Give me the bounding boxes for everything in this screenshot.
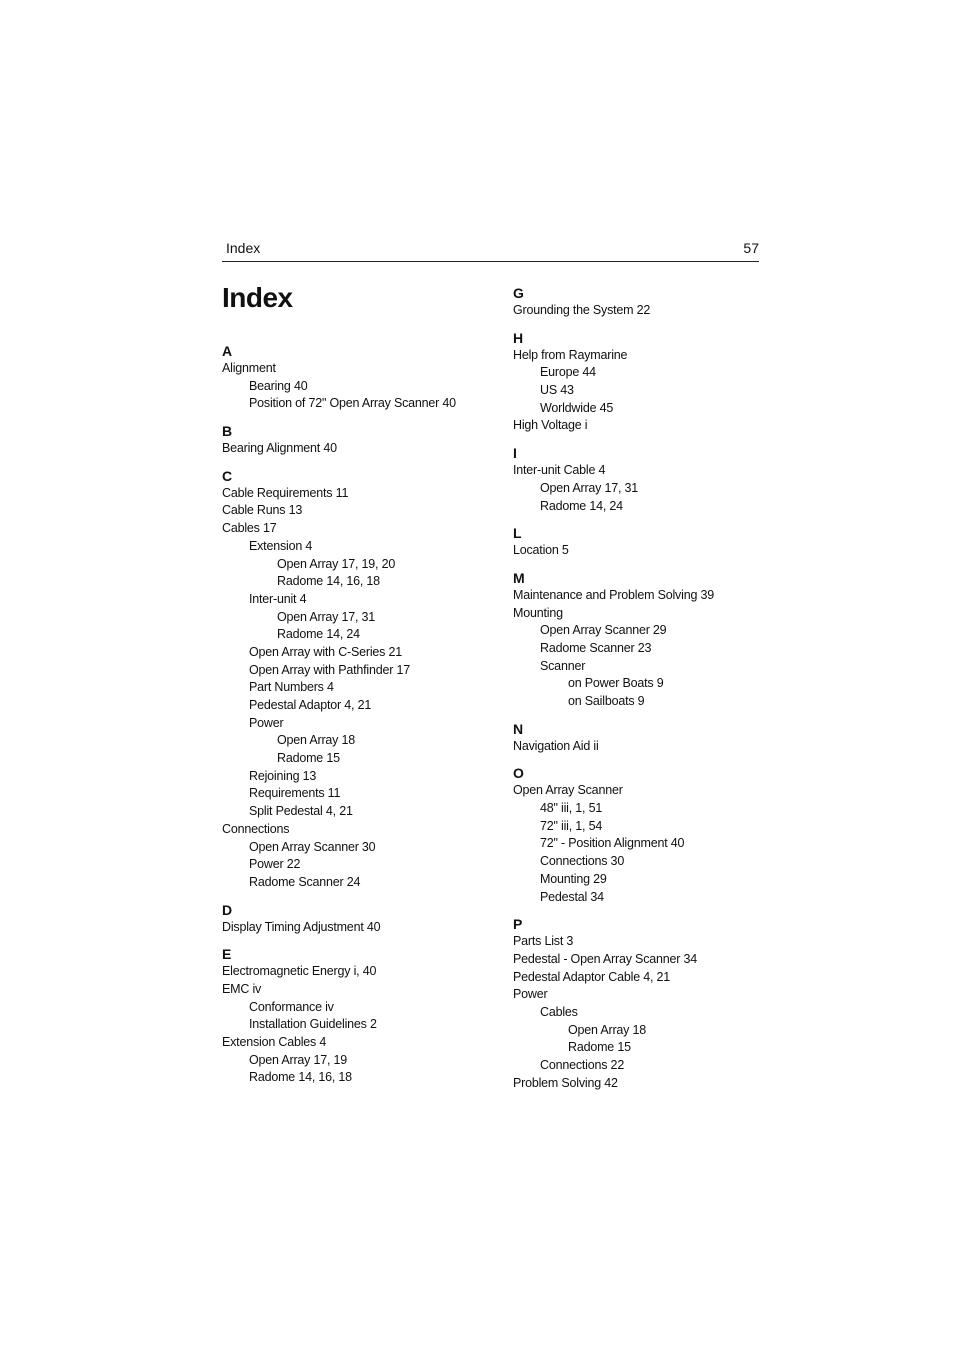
index-subentry: Open Array 18 bbox=[568, 1022, 647, 1037]
section-letter: L bbox=[513, 525, 522, 542]
index-subentry: Inter-unit 4 bbox=[249, 591, 307, 606]
index-section-c bbox=[222, 467, 482, 892]
index-entry: Parts List 3 bbox=[513, 934, 574, 949]
index-subentry: Split Pedestal 4, 21 bbox=[249, 804, 353, 819]
index-subentry: Radome 14, 24 bbox=[277, 627, 360, 642]
header-page-number: 57 bbox=[743, 240, 759, 256]
index-entry: Display Timing Adjustment 40 bbox=[222, 919, 381, 934]
header-rule bbox=[222, 261, 759, 262]
index-subentry: Cables bbox=[540, 1004, 578, 1019]
index-subentry: Extension 4 bbox=[249, 538, 313, 553]
index-section-p bbox=[513, 915, 773, 1092]
section-letter: P bbox=[513, 916, 523, 933]
index-entry: Cable Requirements 11 bbox=[222, 485, 349, 500]
index-subentry: Worldwide 45 bbox=[540, 400, 614, 415]
index-subentry: Requirements 11 bbox=[249, 786, 341, 801]
index-subentry: Installation Guidelines 2 bbox=[249, 1017, 377, 1032]
index-entry: Problem Solving 42 bbox=[513, 1075, 618, 1090]
index-subentry: 72" iii, 1, 54 bbox=[540, 818, 603, 833]
index-entry: Bearing Alignment 40 bbox=[222, 441, 337, 456]
index-subentry: Radome 14, 16, 18 bbox=[249, 1070, 352, 1085]
index-subentry: US 43 bbox=[540, 383, 574, 398]
index-subentry: Open Array with Pathfinder 17 bbox=[249, 662, 410, 677]
section-letter: D bbox=[222, 901, 233, 918]
index-subentry: Open Array 17, 19 bbox=[249, 1052, 348, 1067]
index-subentry: Open Array Scanner 30 bbox=[249, 839, 376, 854]
index-entry: Mounting bbox=[513, 605, 563, 620]
running-header bbox=[222, 238, 759, 260]
index-entry: Electromagnetic Energy i, 40 bbox=[222, 964, 377, 979]
index-section-l bbox=[513, 524, 773, 560]
index-column-left bbox=[222, 342, 482, 1096]
section-letter: I bbox=[513, 445, 517, 462]
index-subentry: Radome 14, 24 bbox=[540, 498, 623, 513]
index-section-e bbox=[222, 945, 482, 1087]
index-section-a bbox=[222, 342, 482, 413]
index-subentry: Bearing 40 bbox=[249, 378, 308, 393]
index-subentry: Radome 14, 16, 18 bbox=[277, 574, 380, 589]
index-subentry: Conformance iv bbox=[249, 999, 334, 1014]
index-subentry: Open Array 18 bbox=[277, 733, 356, 748]
index-subentry: Open Array 17, 19, 20 bbox=[277, 556, 396, 571]
index-subentry: Open Array Scanner 29 bbox=[540, 623, 667, 638]
index-subentry: Power 22 bbox=[249, 857, 301, 872]
section-letter: H bbox=[513, 329, 524, 346]
index-subentry: on Sailboats 9 bbox=[568, 694, 645, 708]
index-entry: Connections bbox=[222, 821, 290, 836]
index-subentry: Open Array with C-Series 21 bbox=[249, 644, 402, 659]
index-entry: Alignment bbox=[222, 361, 276, 375]
index-subentry: Europe 44 bbox=[540, 365, 596, 380]
section-letter: A bbox=[222, 343, 233, 359]
section-letter: E bbox=[222, 946, 232, 963]
index-subentry: Pedestal Adaptor 4, 21 bbox=[249, 698, 372, 712]
index-entry: Open Array Scanner bbox=[513, 783, 623, 798]
index-subentry: Rejoining 13 bbox=[249, 768, 317, 783]
index-entry: Pedestal - Open Array Scanner 34 bbox=[513, 951, 697, 966]
index-section-n bbox=[513, 720, 773, 756]
index-entry: Navigation Aid ii bbox=[513, 738, 599, 753]
index-section-i bbox=[513, 444, 773, 515]
index-section-g bbox=[513, 284, 773, 320]
index-subentry: Radome Scanner 24 bbox=[249, 874, 361, 889]
page-title: Index bbox=[222, 282, 293, 313]
index-subentry: Position of 72" Open Array Scanner 40 bbox=[249, 396, 456, 411]
index-entry: Cable Runs 13 bbox=[222, 503, 303, 518]
section-letter: M bbox=[513, 569, 525, 586]
index-entry: Grounding the System 22 bbox=[513, 303, 651, 317]
index-entry: Pedestal Adaptor Cable 4, 21 bbox=[513, 969, 671, 984]
index-entry: Inter-unit Cable 4 bbox=[513, 463, 606, 478]
index-section-h bbox=[513, 329, 773, 435]
section-letter: N bbox=[513, 720, 524, 737]
index-subentry: Open Array 17, 31 bbox=[540, 480, 639, 495]
index-entry: Maintenance and Problem Solving 39 bbox=[513, 587, 714, 602]
index-subentry: Radome 15 bbox=[568, 1040, 631, 1055]
index-subentry: Scanner bbox=[540, 658, 586, 673]
index-subentry: 48" iii, 1, 51 bbox=[540, 801, 603, 816]
index-subentry: Open Array 17, 31 bbox=[277, 609, 376, 624]
index-subentry: 72" - Position Alignment 40 bbox=[540, 836, 685, 851]
index-section-d bbox=[222, 901, 482, 937]
index-entry: Cables 17 bbox=[222, 521, 277, 536]
header-section-label: Index bbox=[226, 240, 261, 256]
index-entry: Power bbox=[513, 987, 548, 1002]
index-subentry: Connections 22 bbox=[540, 1058, 625, 1072]
section-letter: O bbox=[513, 765, 524, 782]
index-subentry: Power bbox=[249, 715, 284, 730]
section-letter: C bbox=[222, 467, 233, 484]
index-subentry: Pedestal 34 bbox=[540, 889, 604, 904]
index-entry: High Voltage i bbox=[513, 418, 588, 433]
index-section-b bbox=[222, 422, 482, 458]
index-subentry: Connections 30 bbox=[540, 854, 625, 869]
index-subentry: Radome Scanner 23 bbox=[540, 640, 652, 655]
index-subentry: Radome 15 bbox=[277, 751, 340, 766]
index-column-right bbox=[513, 284, 773, 1101]
index-entry: Extension Cables 4 bbox=[222, 1035, 327, 1049]
index-entry: Help from Raymarine bbox=[513, 347, 628, 362]
index-section-o bbox=[513, 764, 773, 906]
index-subentry: Part Numbers 4 bbox=[249, 680, 334, 695]
index-subentry: Mounting 29 bbox=[540, 871, 607, 886]
section-letter: B bbox=[222, 423, 233, 440]
index-entry: EMC iv bbox=[222, 981, 262, 996]
index-section-m bbox=[513, 569, 773, 711]
section-letter: G bbox=[513, 285, 524, 301]
index-subentry: on Power Boats 9 bbox=[568, 676, 664, 691]
index-entry: Location 5 bbox=[513, 543, 569, 558]
